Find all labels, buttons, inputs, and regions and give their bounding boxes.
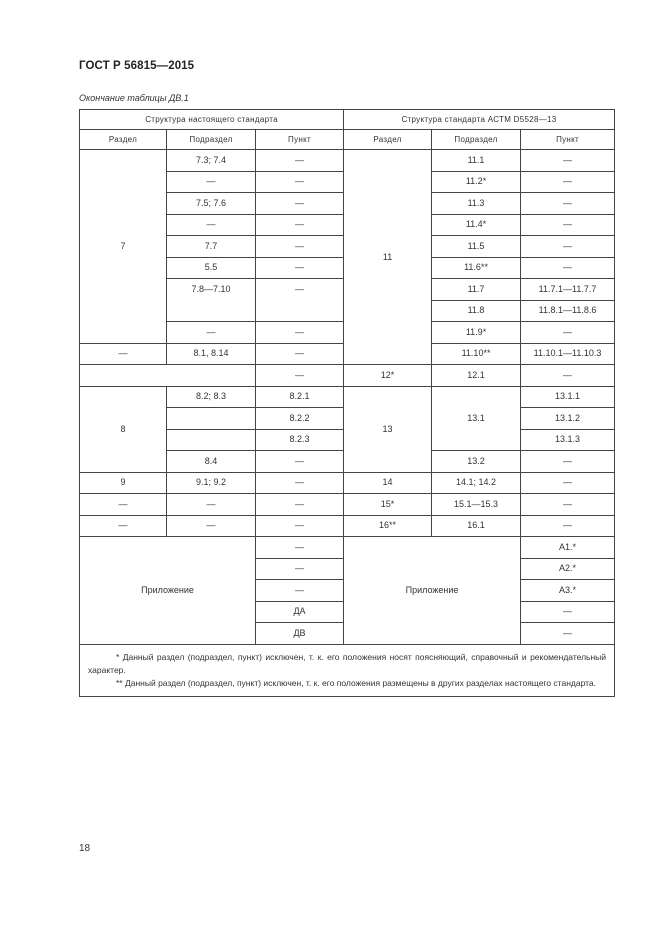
cell: — [167,515,256,537]
cell: 7.8—7.10 [167,279,256,322]
cell: 11.10.1—11.10.3 [521,343,615,365]
cell: — [256,150,344,172]
cell: 7.7 [167,236,256,258]
cell: — [521,472,615,494]
cell: — [80,515,167,537]
cell: 8.2.2 [256,408,344,430]
cell: 8.2.1 [256,386,344,408]
cell: — [256,580,344,602]
table-footnotes-row [80,644,615,696]
cell: 12.1 [432,365,521,387]
cell: 5.5 [167,257,256,279]
cell: 8.2; 8.3 [167,386,256,408]
table-row [80,494,615,516]
cell: 11.6** [432,257,521,279]
cell: 13.1.2 [521,408,615,430]
cell [167,408,256,430]
cell: 11.8 [432,300,521,322]
cell [167,429,256,451]
table-header-group-row [80,110,615,130]
cell: — [256,322,344,344]
cell: — [256,472,344,494]
cell: — [521,257,615,279]
header-podrazdel-right: Подраздел [432,130,521,150]
cell: — [167,322,256,344]
cell: — [256,343,344,365]
table-row [80,365,615,387]
cell: 11 [344,150,432,365]
cell: 14.1; 14.2 [432,472,521,494]
cell: — [80,343,167,365]
table-row [80,472,615,494]
header-razdel-left: Раздел [80,130,167,150]
footnote-double-star: ** Данный раздел (подраздел, пункт) исключен, т. к. его положения размещены в других разделах настоящего стандарта. [116,677,597,688]
header-podrazdel-left: Подраздел [167,130,256,150]
table-row [80,386,615,408]
cell: — [521,322,615,344]
cell: 13 [344,386,432,472]
cell: 11.1 [432,150,521,172]
cell: 14 [344,472,432,494]
header-this-standard: Структура настоящего стандарта [80,110,344,130]
cell-appendix-left: Приложение [80,537,256,645]
cell: 8 [80,386,167,472]
cell: 8.2.3 [256,429,344,451]
cell: — [256,257,344,279]
cell: 8.4 [167,451,256,473]
header-astm-standard: Структура стандарта АСТМ D5528—13 [344,110,615,130]
cell: — [521,193,615,215]
cell: 7.5; 7.6 [167,193,256,215]
cell: ДВ [256,623,344,645]
correspondence-table [79,109,615,697]
cell: — [256,451,344,473]
cell: 11.8.1—11.8.6 [521,300,615,322]
cell: 15.1—15.3 [432,494,521,516]
cell: — [80,494,167,516]
cell: — [256,193,344,215]
cell: — [256,365,344,387]
cell: 9.1; 9.2 [167,472,256,494]
cell: 13.1.3 [521,429,615,451]
cell: — [256,494,344,516]
cell: — [521,623,615,645]
cell: 9 [80,472,167,494]
cell: А1.* [521,537,615,559]
cell: 13.2 [432,451,521,473]
table-header-columns-row [80,130,615,150]
cell: — [521,515,615,537]
cell: — [521,171,615,193]
cell-appendix-right: Приложение [344,537,521,645]
cell: — [256,558,344,580]
cell: — [167,214,256,236]
cell: 11.7.1—11.7.7 [521,279,615,301]
cell: — [256,279,344,322]
cell: — [256,236,344,258]
cell: — [167,171,256,193]
cell: 11.9* [432,322,521,344]
cell: — [521,236,615,258]
cell: — [256,515,344,537]
table-caption: Окончание таблицы ДВ.1 [79,93,189,103]
header-punkt-right: Пункт [521,130,615,150]
cell: 16** [344,515,432,537]
cell: — [167,494,256,516]
cell: 15* [344,494,432,516]
cell: 7.3; 7.4 [167,150,256,172]
cell: — [521,451,615,473]
cell [80,365,256,387]
header-punkt-left: Пункт [256,130,344,150]
footnote-single-star: * Данный раздел (подраздел, пункт) исключен, т. к. его положения носят поясняющий, справочный и рекомендательный характер. [88,651,607,675]
cell: 11.5 [432,236,521,258]
cell: ДА [256,601,344,623]
cell: — [521,150,615,172]
document-code: ГОСТ Р 56815—2015 [79,60,195,72]
cell: — [521,365,615,387]
table-footnotes [80,644,615,696]
cell: — [256,171,344,193]
cell: 11.10** [432,343,521,365]
cell: 7 [80,150,167,344]
cell: — [521,601,615,623]
table-row [80,537,615,559]
cell: — [256,537,344,559]
cell: 11.3 [432,193,521,215]
cell: — [521,494,615,516]
cell: 16.1 [432,515,521,537]
cell: 12* [344,365,432,387]
cell: — [256,214,344,236]
cell: — [521,214,615,236]
cell: 11.7 [432,279,521,301]
cell: А2.* [521,558,615,580]
cell: 11.4* [432,214,521,236]
cell: 8.1, 8.14 [167,343,256,365]
header-razdel-right: Раздел [344,130,432,150]
page-number: 18 [79,843,91,854]
cell: 11.2* [432,171,521,193]
table-row [80,515,615,537]
cell: 13.1.1 [521,386,615,408]
cell: А3.* [521,580,615,602]
cell: 13.1 [432,386,521,451]
table-row [80,150,615,172]
